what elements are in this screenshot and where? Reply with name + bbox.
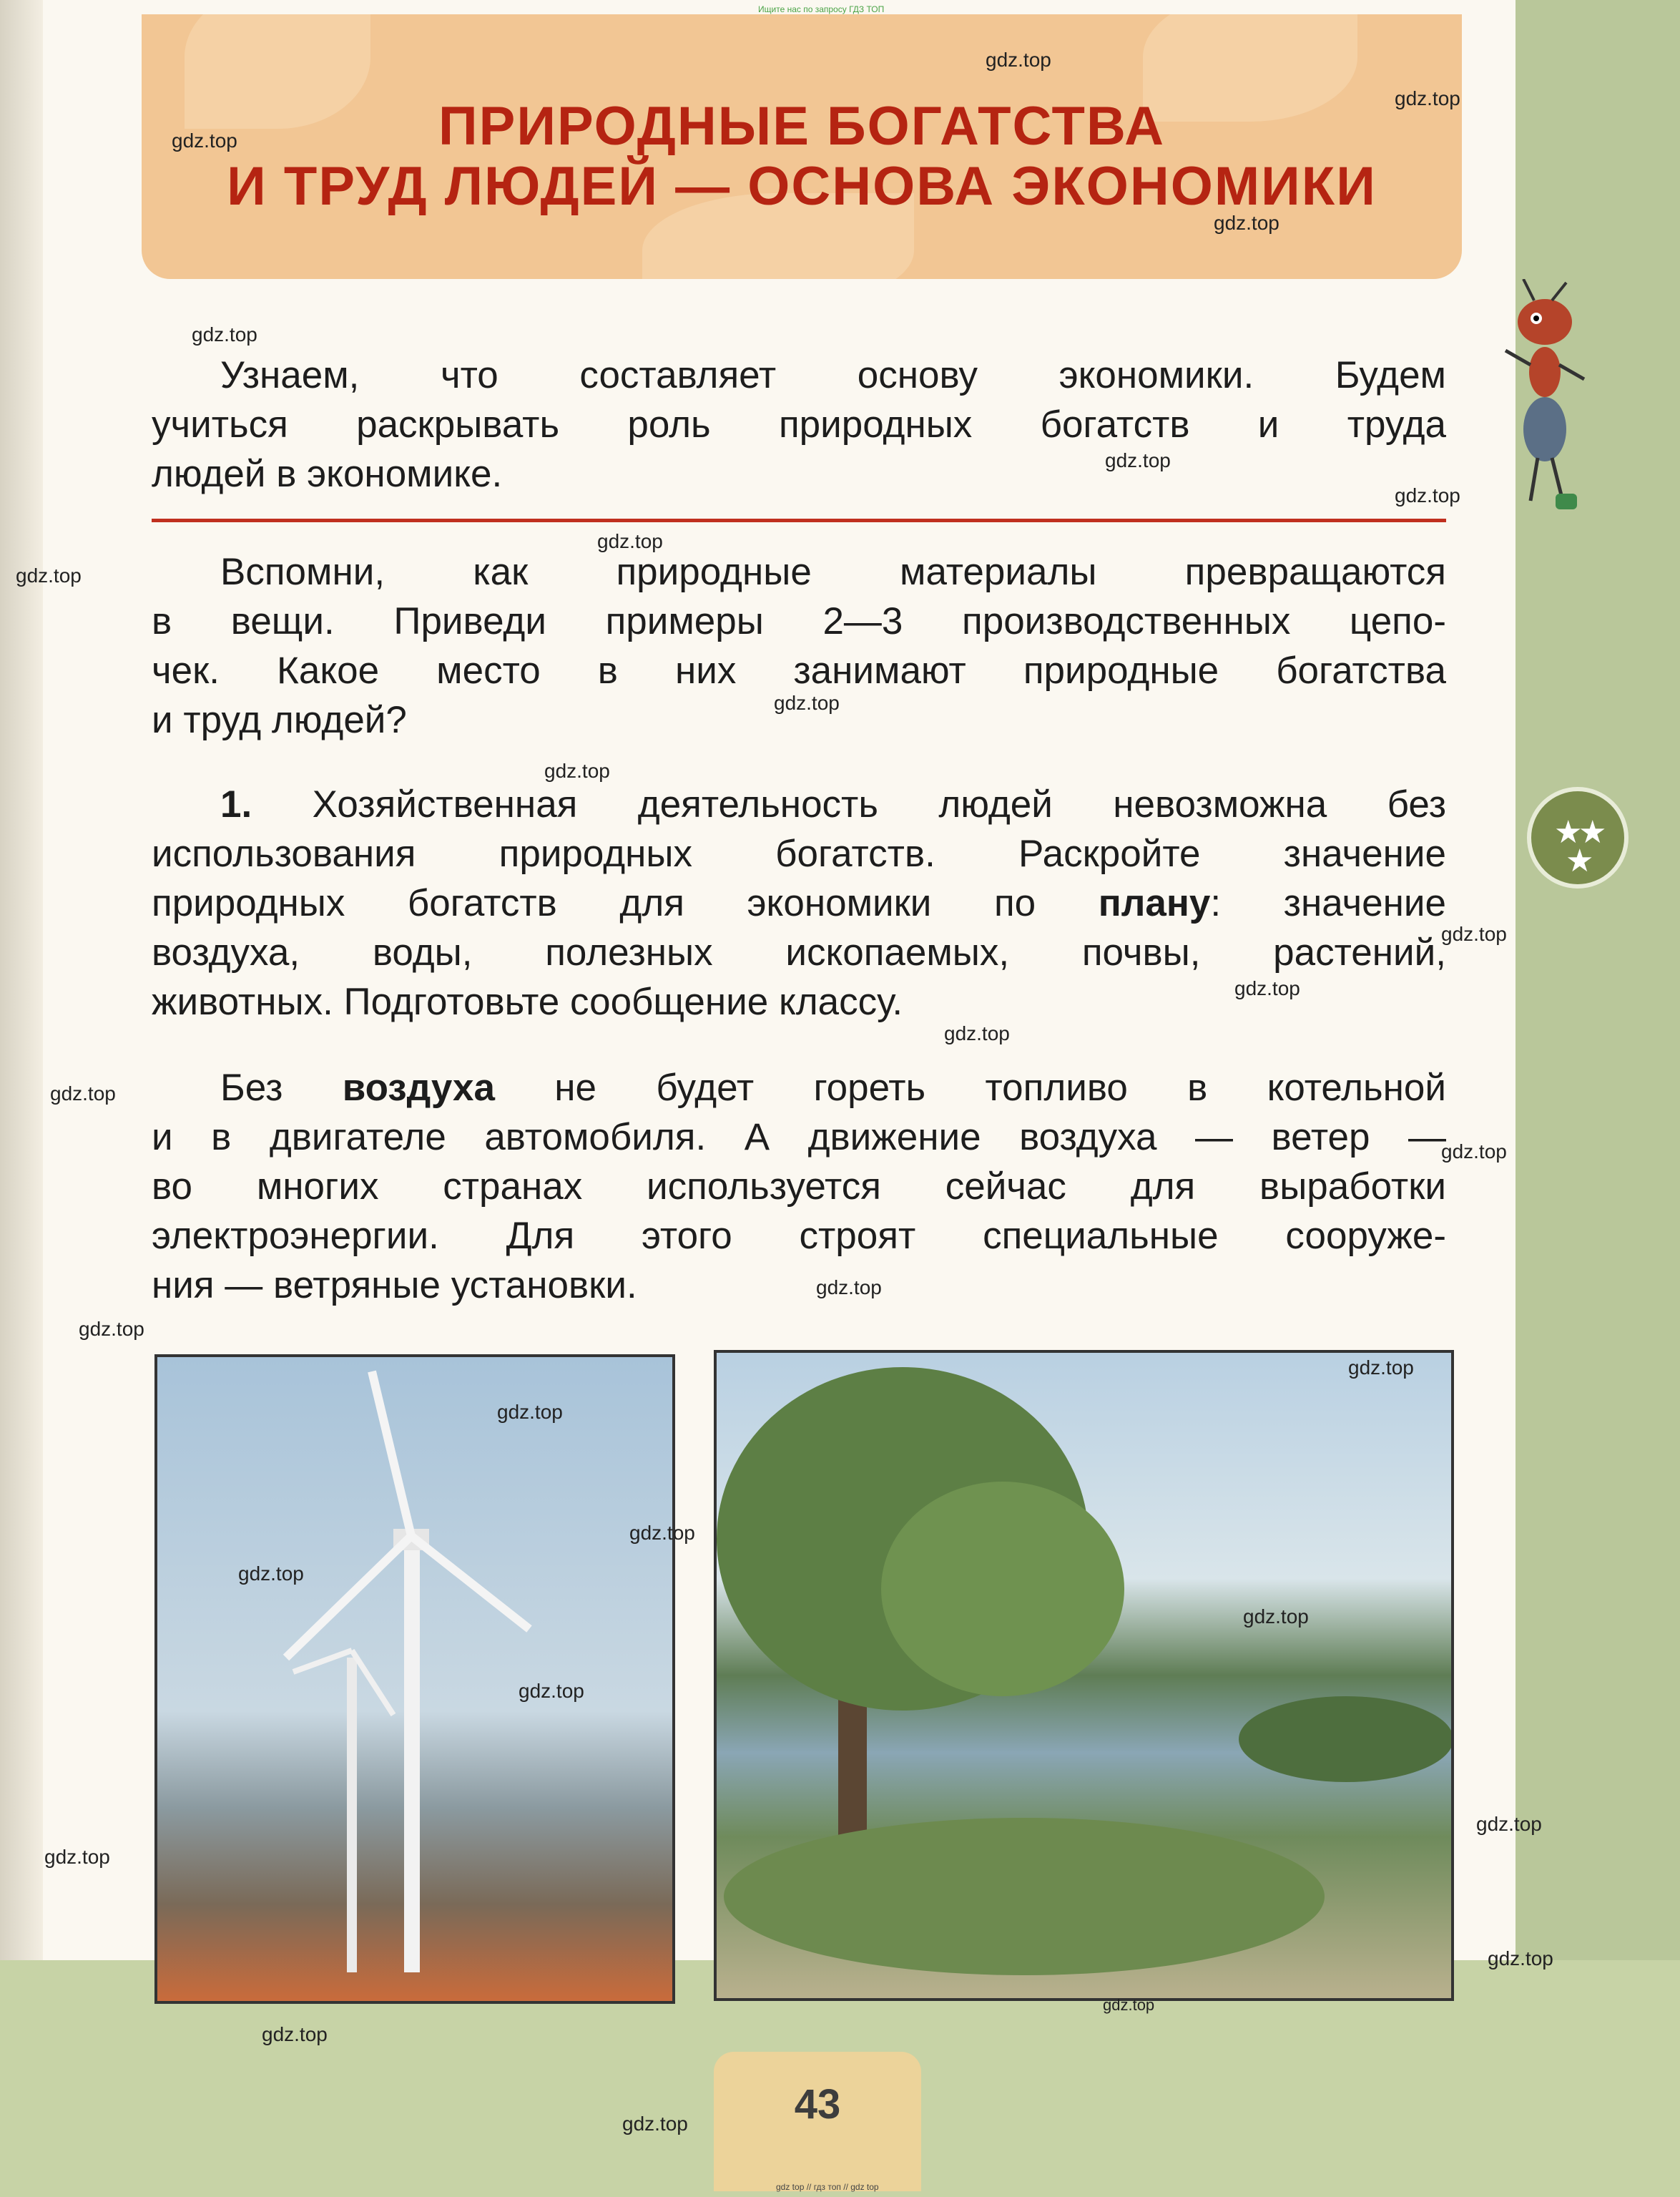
air-text: не будет гореть топливо в котельной xyxy=(554,1067,1446,1109)
task-line: воздуха, воды, полезных ископаемых, почвы, растений, xyxy=(152,931,1446,974)
section-divider xyxy=(152,519,1446,522)
watermark: gdz.top xyxy=(1214,212,1279,234)
task-number: 1. xyxy=(220,783,252,826)
ant-mascot-icon xyxy=(1502,279,1588,515)
task-text: : значение xyxy=(1210,882,1446,924)
air-text: Без xyxy=(220,1067,283,1109)
page-title xyxy=(142,97,1462,217)
watermark: gdz.top xyxy=(1243,1605,1309,1628)
task-text: Хозяйственная деятельность людей невозможна без xyxy=(312,783,1447,826)
air-keyword: воздуха xyxy=(342,1067,495,1109)
watermark: gdz.top xyxy=(629,1522,695,1544)
watermark: gdz.top xyxy=(1348,1356,1414,1379)
watermark: gdz.top xyxy=(50,1082,116,1105)
watermark: gdz.top xyxy=(986,49,1051,71)
task-line xyxy=(152,879,1446,928)
lake-tree-photo xyxy=(714,1350,1454,2001)
task-text: природных богатств для экономики по xyxy=(152,882,1036,924)
watermark: gdz.top xyxy=(497,1401,563,1423)
intro-line: учиться раскрывать роль природных богатств и труда xyxy=(152,403,1446,446)
watermark: gdz.top xyxy=(774,692,840,714)
stars-badge-icon xyxy=(1527,787,1629,889)
watermark: gdz.top xyxy=(1441,923,1507,945)
recall-line: и труд людей? xyxy=(152,699,407,741)
watermark: gdz.top xyxy=(1395,484,1460,507)
page-number: 43 xyxy=(794,2081,841,2128)
watermark: gdz.top xyxy=(944,1022,1010,1044)
watermark: gdz.top xyxy=(1395,87,1460,109)
air-line: электроэнергии. Для этого строят специальные сооруже- xyxy=(152,1215,1446,1257)
wind-turbine-photo xyxy=(154,1354,675,2004)
bottom-caption: gdz top // гдз топ // gdz top xyxy=(776,2182,879,2192)
intro-line: Узнаем, что составляет основу экономики. Будем xyxy=(220,354,1446,396)
svg-text:★: ★ xyxy=(1566,843,1594,879)
svg-text:★: ★ xyxy=(1578,814,1607,851)
task-line: животных. Подготовьте сообщение классу. xyxy=(152,981,903,1023)
watermark: gdz.top xyxy=(816,1276,882,1298)
air-line: ния — ветряные установки. xyxy=(152,1264,637,1306)
watermark: gdz.top xyxy=(1103,1996,1155,2014)
watermark: gdz.top xyxy=(519,1680,584,1702)
title-line-1: ПРИРОДНЫЕ БОГАТСТВА xyxy=(438,96,1165,157)
air-line xyxy=(152,1063,1446,1112)
watermark: gdz.top xyxy=(192,323,257,346)
watermark: gdz.top xyxy=(1234,977,1300,999)
title-line-2: И ТРУД ЛЮДЕЙ — ОСНОВА ЭКОНОМИКИ xyxy=(227,156,1377,217)
watermark: gdz.top xyxy=(238,1562,304,1585)
recall-line: чек. Какое место в них занимают природные богатства xyxy=(152,650,1446,692)
watermark: gdz.top xyxy=(597,530,663,552)
plan-keyword: плану xyxy=(1098,882,1211,924)
intro-line: людей в экономике. xyxy=(152,453,503,495)
tree-icon xyxy=(717,1353,1451,1998)
watermark: gdz.top xyxy=(622,2113,688,2135)
page-number-tab xyxy=(714,2052,921,2191)
svg-text:★: ★ xyxy=(1554,814,1583,851)
watermark: gdz.top xyxy=(262,2023,328,2045)
watermark: gdz.top xyxy=(16,564,82,587)
watermark: gdz.top xyxy=(44,1846,110,1868)
watermark: gdz.top xyxy=(1476,1813,1542,1835)
task-line xyxy=(152,780,1446,829)
watermark: gdz.top xyxy=(1488,1947,1553,1970)
watermark: gdz.top xyxy=(172,129,237,152)
recall-line: в вещи. Приведи примеры 2—3 производственных цепо- xyxy=(152,600,1446,642)
header-banner xyxy=(142,14,1462,279)
task-line: использования природных богатств. Раскройте значение xyxy=(152,833,1446,875)
recall-line: Вспомни, как природные материалы превращаются xyxy=(220,551,1446,593)
watermark: gdz.top xyxy=(79,1318,144,1340)
page-gutter xyxy=(0,0,43,2197)
top-caption: Ищите нас по запросу ГДЗ ТОП xyxy=(758,4,885,14)
wind-turbine-icon xyxy=(157,1357,672,2001)
air-line: во многих странах используется сейчас для выработки xyxy=(152,1165,1446,1208)
air-line: и в двигателе автомобиля. А движение воздуха — ветер — xyxy=(152,1116,1446,1158)
watermark: gdz.top xyxy=(544,760,610,782)
watermark: gdz.top xyxy=(1105,449,1171,471)
watermark: gdz.top xyxy=(1441,1140,1507,1163)
